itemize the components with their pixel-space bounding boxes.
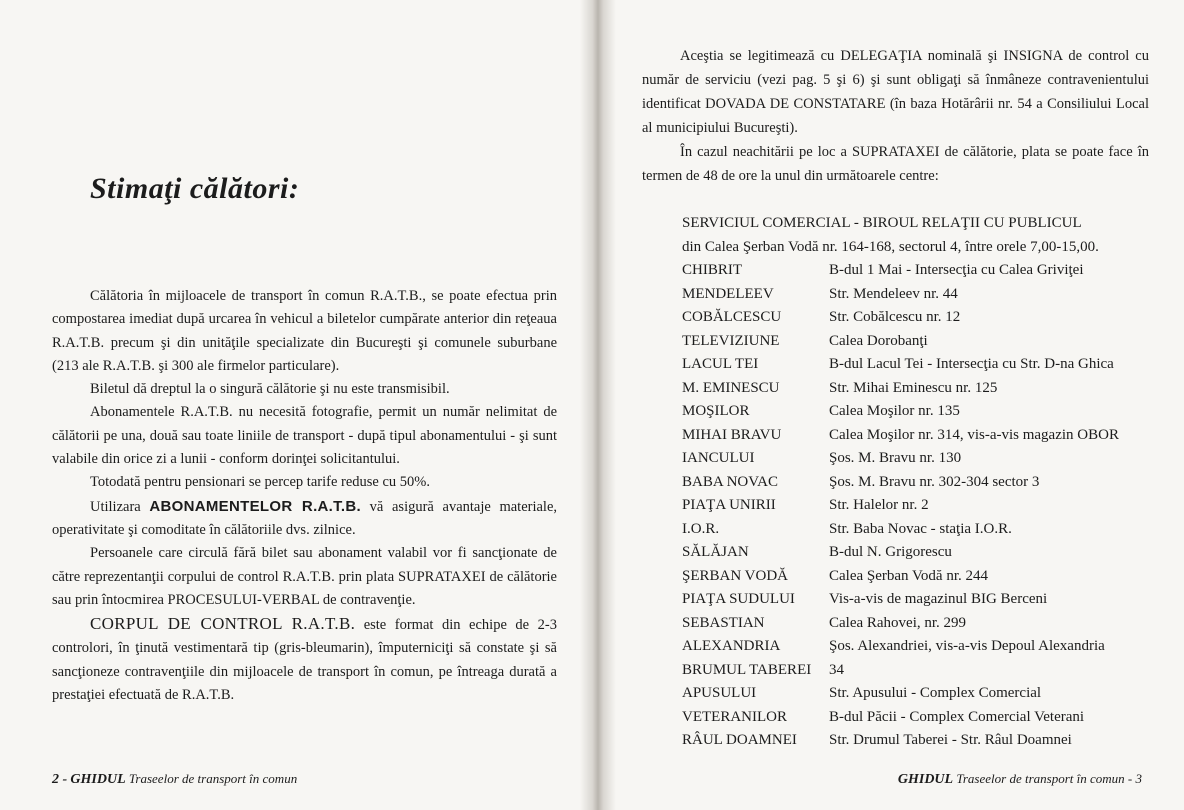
left-footer-brand: GHIDUL: [70, 772, 126, 787]
center-name: BABA NOVAC: [682, 473, 778, 490]
center-row: [682, 330, 1162, 354]
center-address: Calea Şerban Vodă nr. 244: [829, 567, 989, 584]
center-address: Str. Halelor nr. 2: [829, 497, 929, 513]
service-header-line2: din Calea Şerban Vodă nr. 164-168, sectorul 4, între orele 7,00-15,00.: [682, 238, 1099, 255]
paragraph-pensioners: Totodată pentru pensionari se percep tarife reduse cu 50%.: [90, 474, 430, 491]
center-address: B-dul N. Grigorescu: [829, 544, 952, 560]
right-footer: [898, 771, 1142, 788]
center-address: Vis-a-vis de magazinul BIG Berceni: [829, 591, 1048, 607]
paragraph-identification: Aceştia se legitimează cu DELEGAŢIA nominală şi INSIGNA de control cu număr de serviciu (vezi pag. 5 şi 6) şi sunt obligaţi să înmâneze contravenientului identificat DOVADA DE CONSTATARE (în baza Hotărârii nr. 54 a Consiliului Local al municipiului Bucureşti).: [642, 48, 1149, 136]
center-name: LACUL TEI: [682, 356, 759, 372]
center-address: Calea Moşilor nr. 314, vis-a-vis magazin OBOR: [829, 426, 1119, 443]
center-row: [682, 259, 1162, 283]
center-row: [682, 400, 1162, 424]
center-name: MIHAI BRAVU: [682, 426, 782, 443]
center-name: ŞERBAN VODĂ: [682, 567, 788, 584]
left-footer: [52, 771, 297, 788]
paragraph-passes: Abonamentele R.A.T.B. nu necesită fotografie, permit un număr nelimitat de călătorii pe una, două sau toate liniile de transport - după tipul abonamentului - şi sunt valabile din orice zi a lunii - conform dorinţei solicitantului.: [52, 404, 557, 468]
center-address: Calea Moşilor nr. 135: [829, 403, 960, 419]
center-address: Şos. M. Bravu nr. 130: [829, 450, 962, 466]
p5-pre: Utilizara: [90, 498, 141, 515]
center-name: BRUMUL TABEREI: [682, 661, 812, 678]
center-address: Calea Rahovei, nr. 299: [829, 614, 967, 631]
center-address: Str. Mihai Eminescu nr. 125: [829, 379, 998, 396]
service-header-line1: SERVICIUL COMERCIAL - BIROUL RELAŢII CU PUBLICUL: [682, 215, 1082, 231]
center-name: MENDELEEV: [682, 285, 774, 302]
center-row: [682, 424, 1162, 448]
center-address: 34: [829, 661, 844, 678]
center-name: M. EMINESCU: [682, 379, 780, 396]
paragraph-payment-centers: În cazul neachitării pe loc a SUPRATAXEI de călătorie, plata se poate face în termen de 48 de ore la unul din următoarele centre:: [642, 144, 1149, 184]
center-name: PIAŢA UNIRII: [682, 497, 776, 513]
center-address: Str. Mendeleev nr. 44: [829, 285, 958, 302]
left-body-text: [52, 285, 557, 707]
centers-list: [682, 259, 1162, 753]
center-name: CHIBRIT: [682, 262, 742, 278]
center-address: Calea Dorobanţi: [829, 332, 928, 349]
center-row: [682, 518, 1162, 542]
center-address: Şos. M. Bravu nr. 302-304 sector 3: [829, 473, 1040, 490]
center-row: [682, 494, 1162, 518]
p5-post: vă asigură avantaje materiale, operativitate şi comoditate în călătoriile dvs. zilnice.: [52, 498, 558, 538]
center-name: ALEXANDRIA: [682, 638, 781, 654]
center-row: [682, 659, 1162, 683]
p7-post: este format din echipe de 2-3 controlori, în ţinută vestimentară tip (gris-bleumarin), împuterniciţi să constate şi să sancţioneze contravenţiile din mijloacele de transport în comun, pe întreaga durată a prestaţiei efectuată de R.A.T.B.: [52, 617, 557, 704]
center-name: APUSULUI: [682, 685, 757, 701]
center-row: [682, 306, 1162, 330]
center-row: [682, 541, 1162, 565]
right-page: [604, 0, 1184, 810]
center-row: [682, 682, 1162, 706]
center-name: COBĂLCESCU: [682, 309, 782, 325]
center-address: Str. Cobălcescu nr. 12: [829, 309, 961, 325]
center-row: [682, 588, 1162, 612]
left-footer-title: Traseelor de transport în comun: [128, 771, 298, 786]
center-row: [682, 353, 1162, 377]
center-row: [682, 565, 1162, 589]
center-name: MOŞILOR: [682, 403, 750, 419]
right-footer-brand: GHIDUL: [897, 772, 954, 787]
center-address: Str. Drumul Taberei - Str. Râul Doamnei: [829, 732, 1072, 748]
center-address: B-dul 1 Mai - Intersecţia cu Calea Griviţei: [829, 262, 1084, 278]
right-footer-title: Traseelor de transport în comun: [956, 771, 1125, 786]
center-name: RÂUL DOAMNEI: [682, 732, 797, 748]
p7-caps: CORPUL DE CONTROL R.A.T.B.: [90, 614, 356, 634]
center-row: [682, 471, 1162, 495]
center-name: VETERANILOR: [682, 708, 787, 725]
center-name: TELEVIZIUNE: [682, 332, 780, 349]
service-centers-block: [682, 212, 1162, 753]
center-address: B-dul Lacul Tei - Intersecţia cu Str. D-na Ghica: [829, 356, 1114, 372]
greeting-heading: Stimaţi călători:: [90, 172, 300, 205]
center-row: [682, 729, 1162, 753]
p5-caps: ABONAMENTELOR R.A.T.B.: [149, 497, 362, 515]
right-body-text: [642, 44, 1149, 188]
center-row: [682, 283, 1162, 307]
right-footer-page-number: - 3: [1127, 771, 1142, 786]
center-name: SEBASTIAN: [682, 614, 765, 631]
center-address: Str. Apusului - Complex Comercial: [829, 685, 1042, 701]
paragraph-ticket-single-trip: Biletul dă dreptul la o singură călătorie şi nu este transmisibil.: [90, 381, 450, 398]
center-row: [682, 612, 1162, 636]
book-spine: [580, 0, 616, 810]
center-row: [682, 706, 1162, 730]
center-name: SĂLĂJAN: [682, 544, 749, 560]
center-address: Str. Baba Novac - staţia I.O.R.: [829, 520, 1012, 537]
center-row: [682, 447, 1162, 471]
left-footer-page-number: 2 -: [52, 772, 68, 787]
center-row: [682, 635, 1162, 659]
center-name: PIAŢA SUDULUI: [682, 591, 795, 607]
paragraph-sanctions: Persoanele care circulă fără bilet sau abonament valabil vor fi sancţionate de către reprezentanţii corpului de control R.A.T.B. prin plata SUPRATAXEI de călătorie sau prin întocmirea PROCESULUI-VERBAL de contravenţie.: [52, 545, 557, 608]
center-address: B-dul Păcii - Complex Comercial Veterani: [829, 708, 1085, 725]
paragraph-pass-advantages: [52, 495, 557, 543]
paragraph-control-corps: [52, 612, 557, 707]
center-row: [682, 377, 1162, 401]
center-address: Şos. Alexandriei, vis-a-vis Depoul Alexandria: [829, 638, 1105, 654]
paragraph-ticket-validation: Călătoria în mijloacele de transport în comun R.A.T.B., se poate efectua prin compostarea imediat după urcarea în vehicul a biletelor cumpărate anterior din reţeaua R.A.T.B. precum şi din unităţile specializate din Bucureşti şi comunele suburbane (213 ale R.A.T.B. şi 300 ale firmelor particulare).: [52, 288, 557, 374]
center-name: IANCULUI: [682, 450, 755, 466]
center-name: I.O.R.: [682, 520, 720, 537]
